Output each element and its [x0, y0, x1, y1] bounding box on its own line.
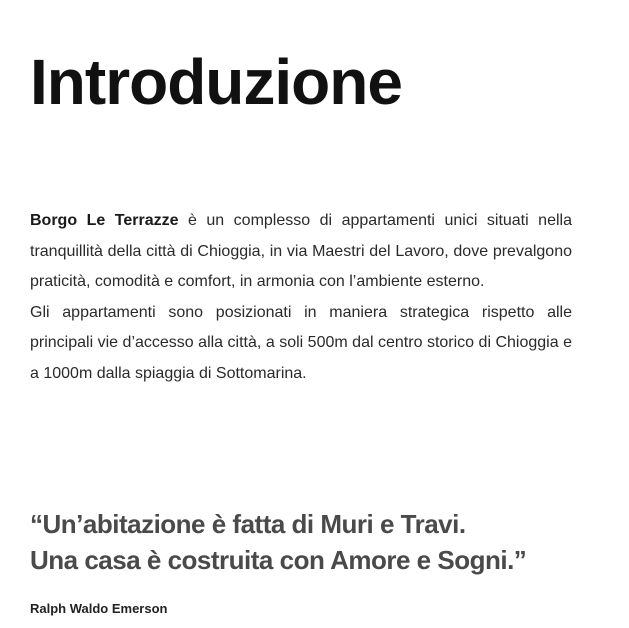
- quote-line-2: Una casa è costruita con Amore e Sogni.”: [30, 545, 527, 575]
- intro-bold-lead: Borgo Le Terrazze: [30, 212, 179, 229]
- intro-paragraph-1-rest: è un complesso di appartamenti unici situati nella tranquillità della città di Chioggia, in via Maestri del Lavoro, dove prevalgono praticità, comodità e comfort, in armonia con l’ambiente esterno.: [30, 212, 572, 290]
- page-title: Introduzione: [30, 46, 402, 118]
- quote-line-1: “Un’abitazione è fatta di Muri e Travi.: [30, 509, 466, 539]
- intro-paragraph-1: [30, 206, 572, 298]
- intro-paragraph-2: Gli appartamenti sono posizionati in maniera strategica rispetto alle principali vie d’accesso alla città, a soli 500m dal centro storico di Chioggia e a 1000m dalla spiaggia di Sottomarina.: [30, 303, 572, 382]
- quote-block: [30, 506, 526, 578]
- intro-text: [30, 206, 572, 389]
- quote-author: Ralph Waldo Emerson: [30, 601, 168, 616]
